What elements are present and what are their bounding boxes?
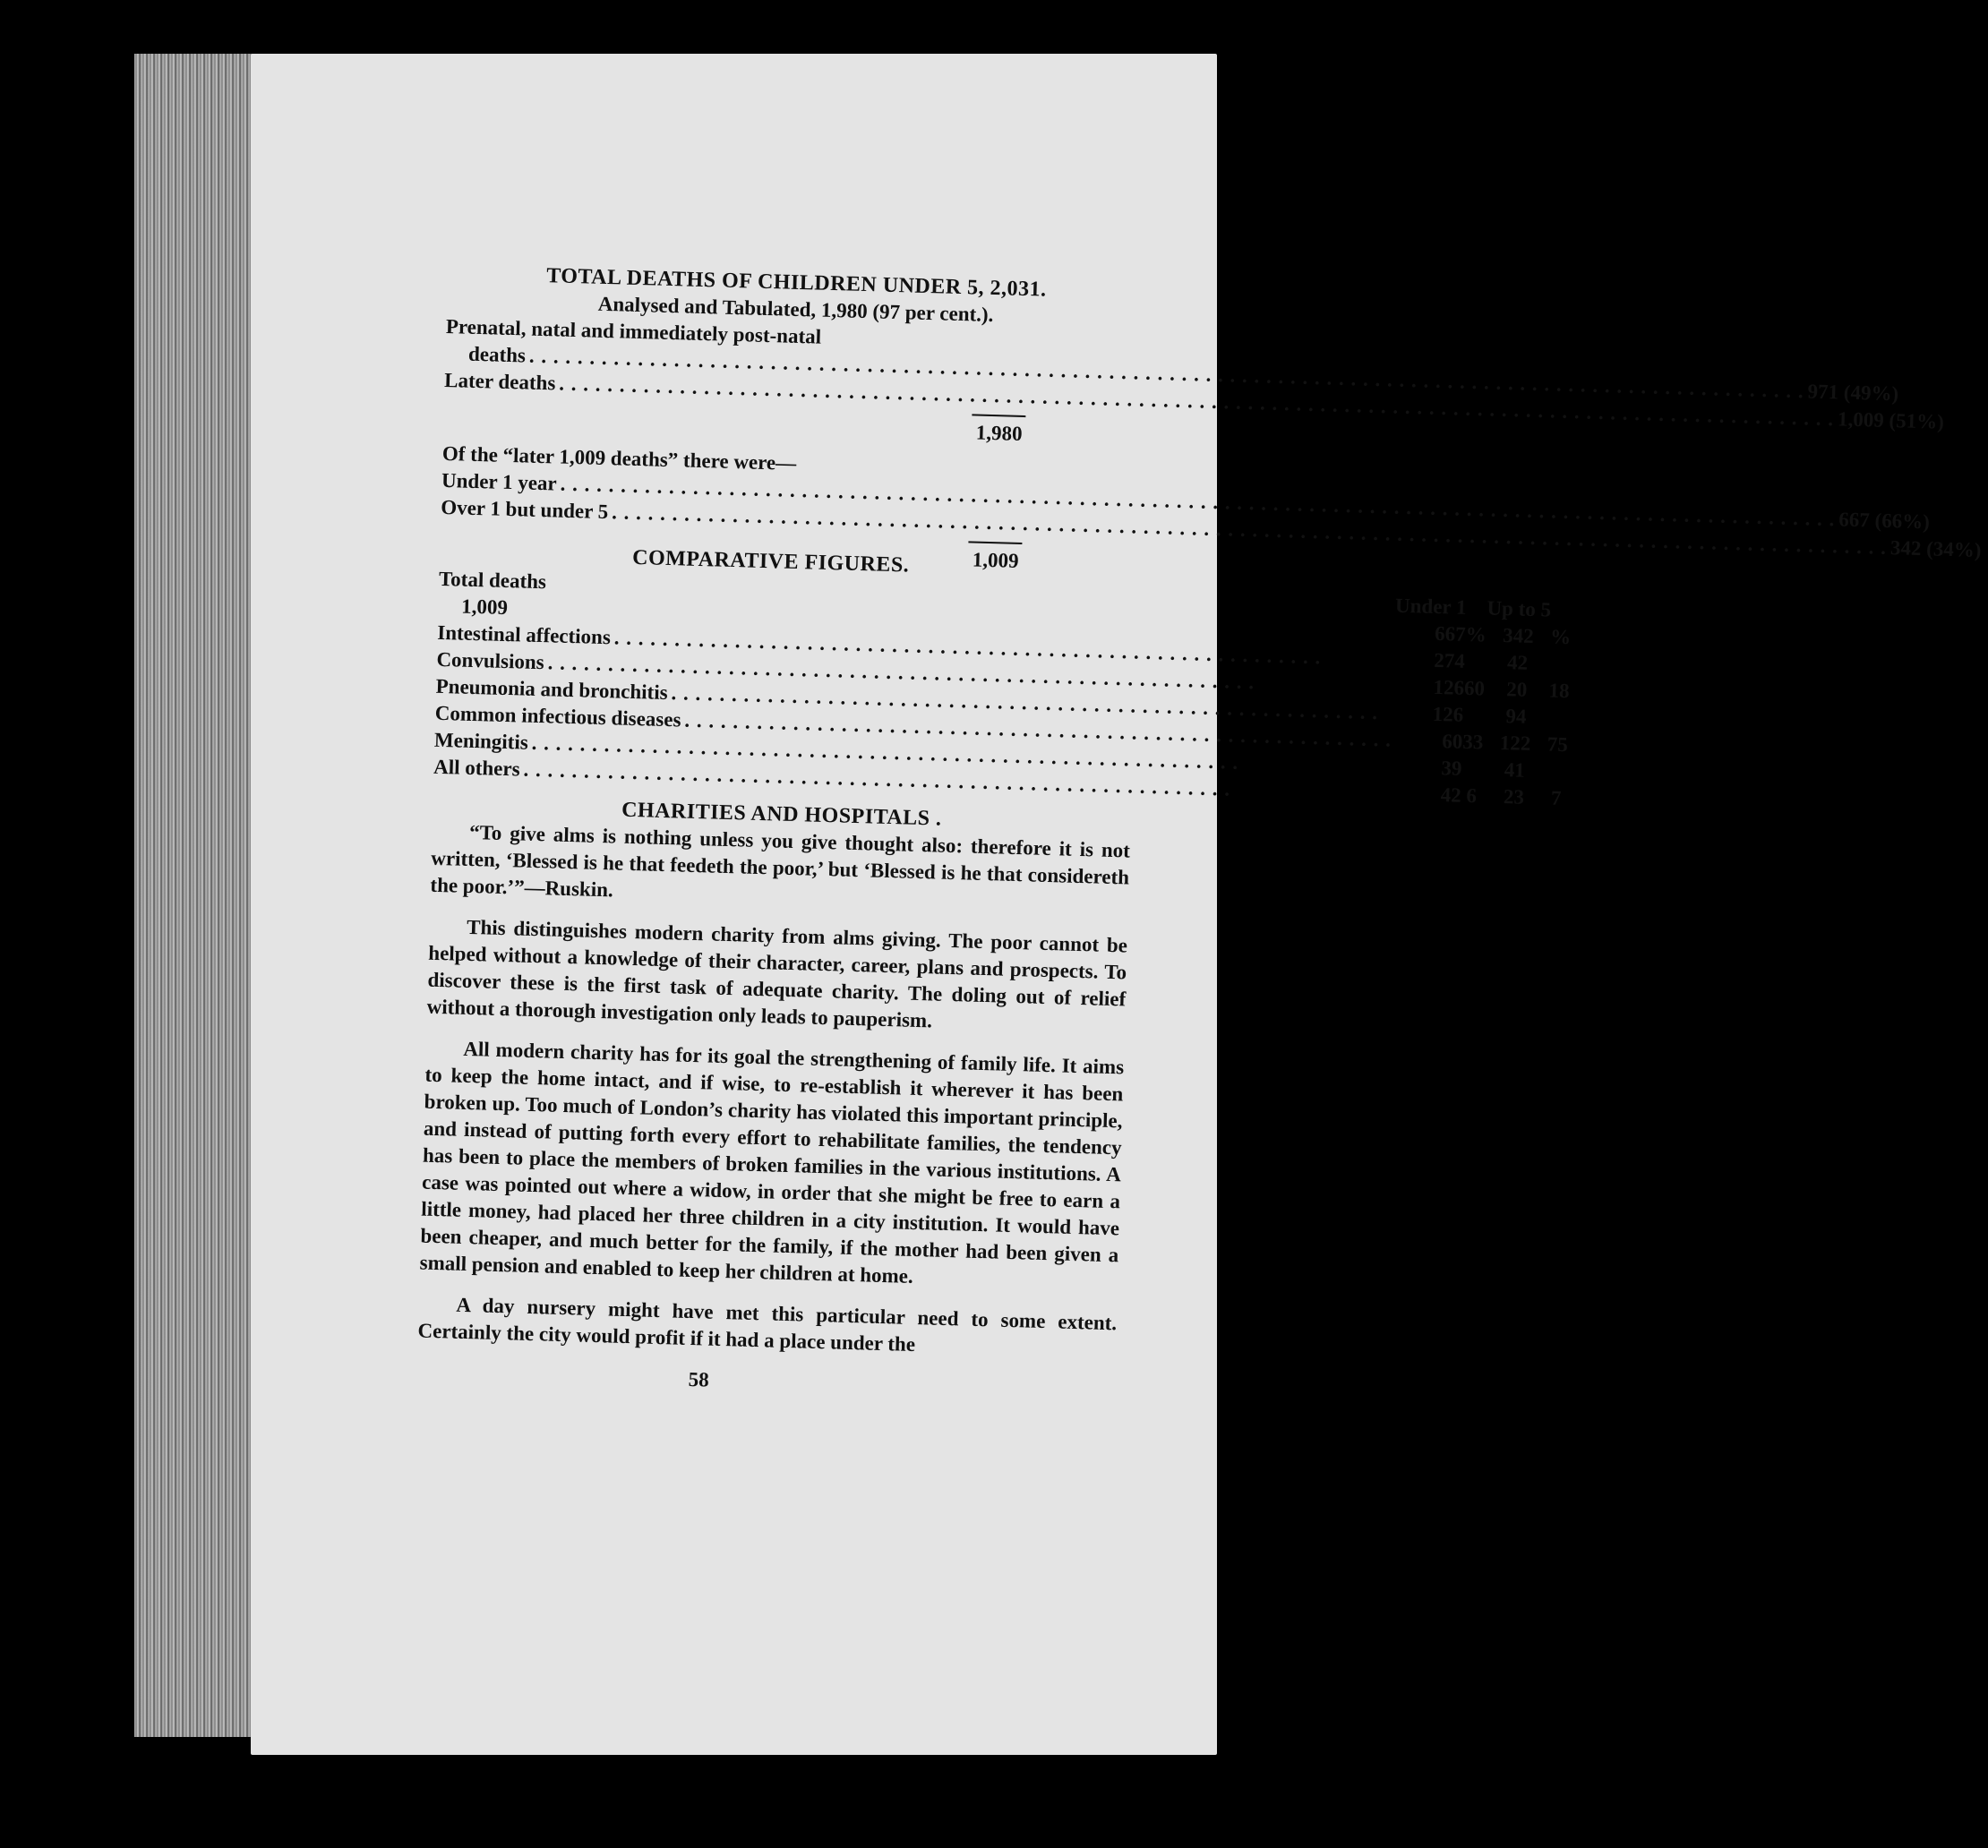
- stat-value-under1: 667 (66%): [1838, 508, 1931, 534]
- sum-rule: [972, 414, 1025, 417]
- stat-value-prenatal: 971 (49%): [1807, 380, 1899, 406]
- row-upto5: 122: [1499, 732, 1531, 755]
- row-pct1: [1461, 756, 1483, 783]
- header-pct2: %: [1549, 625, 1572, 649]
- paragraph-modern-charity: This distinguishes modern charity from alms giving. The poor cannot be helped without a knowledge of their character, career, plans and prospects. To discover these is the first task of adequate charity. The doling out of relief without a thorough investigation only leads to pauperism.: [426, 915, 1128, 1032]
- row-pct1: 33: [1461, 730, 1484, 754]
- row-pct5: 75: [1547, 732, 1569, 757]
- row-upto5: 94: [1505, 705, 1527, 728]
- stat-label-prenatal: Prenatal, natal and immediately post-natal: [445, 314, 822, 348]
- row-pct1: 6: [1466, 783, 1478, 808]
- row-label: Intestinal affections: [437, 620, 612, 649]
- comparative-table: [433, 566, 1572, 812]
- row-pct1: 60: [1463, 676, 1486, 700]
- book-page-edges: [134, 54, 260, 1737]
- header-pct: %: [1465, 622, 1487, 646]
- stat-value-over1: 342 (34%): [1889, 536, 1982, 561]
- header-under1-total: 667: [1434, 621, 1467, 646]
- row-upto5: 42: [1506, 651, 1529, 674]
- row-under1: 39: [1441, 757, 1462, 780]
- row-under1: 126: [1432, 702, 1464, 726]
- stat-label-prenatal-cont: deaths: [467, 342, 527, 367]
- stat-label-over1: Over 1 but under 5: [440, 495, 609, 524]
- comparative-title: COMPARATIVE FIGURES.: [631, 545, 910, 578]
- page-content: [416, 260, 1982, 1405]
- row-pct5: [1547, 757, 1568, 785]
- stat-label-later: Later deaths: [443, 368, 556, 395]
- row-pct5: [1547, 705, 1569, 732]
- header-under1: Under 1: [1394, 594, 1467, 619]
- charities-title: CHARITIES AND HOSPITALS .: [621, 798, 942, 831]
- row-under1: 42: [1440, 783, 1462, 807]
- row-upto5: 20: [1505, 678, 1528, 701]
- paragraph-family-life: All modern charity has for its goal the strengthening of family life. It aims to keep the home intact, and if wise, to re-establish it wherever it has been broken up. Too much of London’s charity has violated this important principle, and instead of putting forth every effort to rehabilitate families, the tendency has been to place the members of broken families in the various institutions. A case was pointed out where a widow, in order that she might be free to earn a little money, had placed her three children in a city institution. It would have been cheaper, and much better for the family, if the mother had been given a small pension and enabled to keep her children at home.: [419, 1037, 1125, 1288]
- row-pct1: [1464, 648, 1486, 676]
- header-total-value: 1,009: [460, 595, 509, 620]
- row-pct5: [1549, 651, 1571, 679]
- row-label: Meningitis: [433, 728, 529, 754]
- paragraph-day-nursery: A day nursery might have met this particular need to some extent. Certainly the city would profit if it had a place under the: [417, 1293, 1118, 1356]
- section-subtitle: Analysed and Tabulated, 1,980 (97 per cent.).: [597, 292, 994, 327]
- row-pct5: 18: [1548, 679, 1570, 703]
- row-pct5: 7: [1550, 786, 1562, 809]
- section1-total: 1,980: [975, 421, 1023, 445]
- header-total-deaths: Total deaths: [438, 567, 547, 594]
- section2-total: 1,009: [972, 548, 1019, 572]
- row-label: Common infectious diseases: [434, 701, 681, 732]
- row-label: All others: [433, 755, 520, 781]
- page-number: 58: [688, 1367, 710, 1391]
- header-upto5: Up to 5: [1487, 596, 1552, 621]
- row-label: Pneumonia and bronchitis: [435, 674, 668, 705]
- stat-label-under1: Under 1 year: [441, 468, 558, 495]
- row-upto5: 23: [1503, 785, 1525, 808]
- header-upto5-total: 342: [1502, 624, 1535, 648]
- paragraph-ruskin-quote: “To give alms is nothing unless you give thought also: therefore it is not written, ‘Blessed is he that feedeth the poor,’ but ‘Blessed is he that considereth the poor.’”—Ruskin.: [430, 820, 1131, 902]
- row-under1: 126: [1433, 675, 1465, 699]
- sum-rule: [968, 541, 1022, 544]
- later-deaths-intro: Of the “later 1,009 deaths” there were—: [441, 441, 797, 475]
- stat-value-later: 1,009 (51%): [1837, 407, 1945, 433]
- row-under1: 274: [1434, 648, 1466, 672]
- row-label: Convulsions: [436, 647, 545, 674]
- row-under1: 60: [1442, 730, 1463, 753]
- section-title-total-deaths: TOTAL DEATHS OF CHILDREN UNDER 5, 2,031.: [545, 264, 1047, 302]
- row-upto5: 41: [1504, 758, 1526, 782]
- row-pct1: [1463, 702, 1485, 730]
